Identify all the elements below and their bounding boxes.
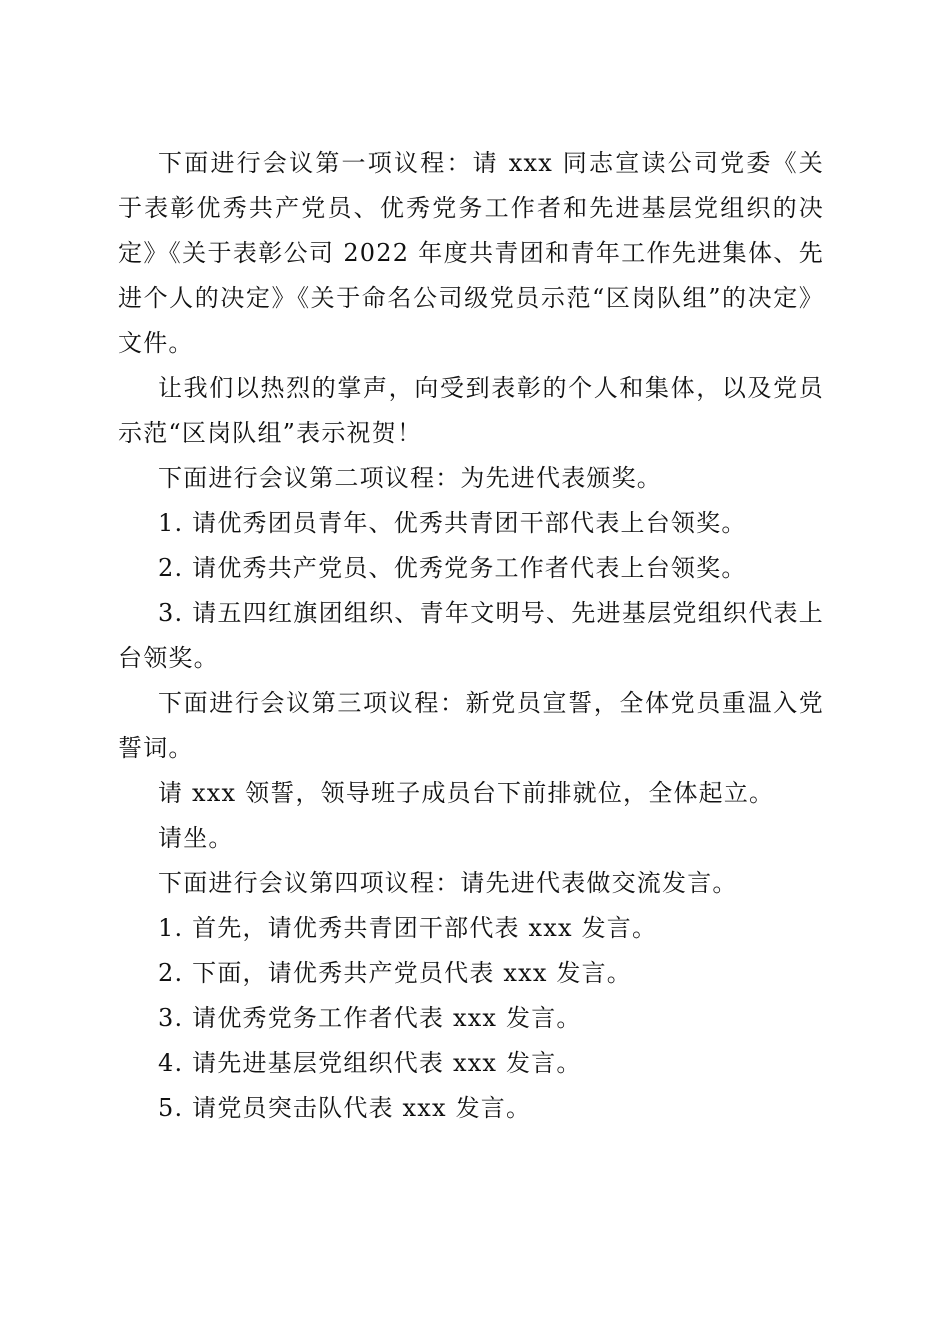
paragraph-agenda-item-two: 下面进行会议第二项议程：为先进代表颁奖。 bbox=[158, 464, 662, 492]
paragraph-agenda-item-three: 下面进行会议第三项议程：新党员宣誓，全体党员重温入党誓词。 bbox=[118, 689, 824, 762]
paragraph-agenda-item-four: 下面进行会议第四项议程：请先进代表做交流发言。 bbox=[158, 869, 738, 897]
list-item-speech-2: 2. 下面，请优秀共产党员代表 xxx 发言。 bbox=[158, 959, 632, 987]
list-item-speech-4: 4. 请先进基层党组织代表 xxx 发言。 bbox=[158, 1049, 582, 1077]
document-body bbox=[118, 141, 824, 1131]
list-item-speech-1: 1. 首先，请优秀共青团干部代表 xxx 发言。 bbox=[158, 914, 658, 942]
paragraph-please-sit: 请坐。 bbox=[158, 824, 234, 852]
list-item-speech-3: 3. 请优秀党务工作者代表 xxx 发言。 bbox=[158, 1004, 582, 1032]
list-item-award-2: 2. 请优秀共产党员、优秀党务工作者代表上台领奖。 bbox=[158, 554, 747, 582]
paragraph-oath-instruction: 请 xxx 领誓，领导班子成员台下前排就位，全体起立。 bbox=[158, 779, 775, 807]
list-item-award-3: 3. 请五四红旗团组织、青年文明号、先进基层党组织代表上台领奖。 bbox=[118, 599, 824, 672]
paragraph-agenda-item-one: 下面进行会议第一项议程：请 xxx 同志宣读公司党委《关于表彰优秀共产党员、优秀党务工作者和先进基层党组织的决定》《关于表彰公司 2022 年度共青团和青年工作先进集体、先进个人的决定》《关于命名公司级党员示范“区岗队组”的决定》文件。 bbox=[118, 149, 824, 357]
paragraph-applause: 让我们以热烈的掌声，向受到表彰的个人和集体，以及党员示范“区岗队组”表示祝贺！ bbox=[118, 374, 824, 447]
list-item-speech-5: 5. 请党员突击队代表 xxx 发言。 bbox=[158, 1094, 532, 1122]
list-item-award-1: 1. 请优秀团员青年、优秀共青团干部代表上台领奖。 bbox=[158, 509, 747, 537]
